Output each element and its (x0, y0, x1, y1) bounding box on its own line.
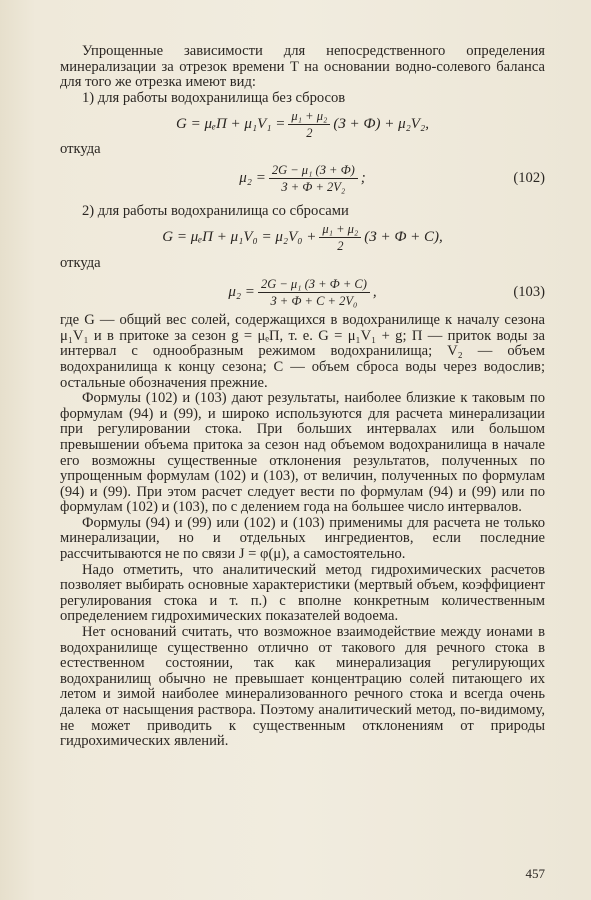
formula-3-numerator: μ₁ + μ₂ (319, 222, 361, 238)
paragraph-2: Формулы (94) и (99) или (102) и (103) применимы для расчета не только минерализации, но и отдельных ингредиентов, если последние рассчитываются не по связи J = φ(μ), а самостоятельно. (60, 514, 545, 563)
paragraph-1: Формулы (102) и (103) дают результаты, наиболее близкие к таковым по формулам (94) и (99), и широко используются для расчета минерализации при регулировании стока. При больших интервалах или большом превышении объема притока за сезон над объемом водохранилища в начале его возможны существенные отклонения результатов, полученных по упрощенным формулам (102) и (103), от величин, полученных по формулам (94) и (99). При этом расчет следует вести по формулам (94) и (99) или по формулам (102) и (103), по с делением года на большее число интервалов. (60, 390, 545, 516)
formula-102-left: μ₂ = (239, 170, 266, 187)
formula-3-left: G = μₑП + μ₁V₀ = μ₂V₀ + (162, 229, 317, 246)
whence-1: откуда (60, 141, 101, 158)
formula-102-denominator: З + Ф + 2V₂ (281, 180, 346, 195)
paragraph-4: Нет оснований считать, что возможное взаимодействие между ионами в водохранилище существенно отлично от такового для речного стока в естественном состоянии, так как минерализация регулирующих водохранилищ обычно не превышает концентрацию солей питающего их летом и зимой наиболее минерализованного речного стока и всегда очень далека от насыщения раствора. Поэтому аналитический метод, по-видимому, не может приводить к существенным отклонениям от природы гидрохимических явлений. (60, 624, 545, 750)
whence-2: откуда (60, 254, 101, 271)
formula-1-fraction (288, 109, 330, 140)
formula-103-right: , (372, 283, 377, 300)
formula-102 (60, 158, 545, 200)
paragraph-3: Надо отметить, что аналитический метод гидрохимических расчетов позволяет выбирать основные характеристики (мертвый объем, коэффициент регулирования стока и т. п.) с вполне конкретным количественным определением гидрохимических показателей водоема. (60, 561, 545, 625)
case-2-label: 2) для работы водохранилища со сбросами (82, 202, 349, 219)
formula-3-right: (З + Ф + C), (364, 229, 443, 246)
formula-3-fraction (319, 222, 361, 253)
formula-1-right: (З + Ф) + μ₂V₂, (333, 115, 429, 132)
paragraph-where: где G — общий вес солей, содержащихся в водохранилище к началу сезона μ₁V₁ и в притоке за сезон g = μₑП, т. е. G = μ₁V₁ + g; П — приток воды за интервал с однообразным режимом водохранилища; V₂ — объем водохранилища к концу сезона; C — объем сброса воды через водослив; остальные обозначения прежние. (60, 312, 545, 391)
formula-103-denominator: З + Ф + C + 2V₀ (270, 293, 358, 308)
formula-102-right: ; (360, 170, 366, 187)
formula-1-denominator: 2 (306, 125, 313, 140)
equation-number-103: (103) (513, 283, 545, 300)
formula-103-fraction (258, 277, 370, 308)
page-number: 457 (525, 866, 545, 881)
formula-1-numerator: μ₁ + μ₂ (288, 109, 330, 125)
formula-102-fraction (269, 163, 358, 194)
formula-103-numerator: 2G − μ₁ (З + Ф + C) (258, 277, 370, 293)
formula-103-left: μ₂ = (228, 283, 255, 300)
equation-number-102: (102) (513, 170, 545, 187)
paragraph-intro: Упрощенные зависимости для непосредственного определения минерализации за отрезок времени T на основании водно-солевого баланса для того же отрезка имеют вид: (60, 43, 545, 91)
formula-103 (60, 271, 545, 313)
formula-1-left: G = μₑП + μ₁V₁ = (176, 115, 286, 132)
formula-102-numerator: 2G − μ₁ (З + Ф) (269, 163, 358, 179)
case-1-label: 1) для работы водохранилища без сбросов (82, 89, 346, 106)
formula-3 (60, 220, 545, 256)
formula-3-denominator: 2 (337, 239, 344, 254)
formula-1 (60, 106, 545, 142)
